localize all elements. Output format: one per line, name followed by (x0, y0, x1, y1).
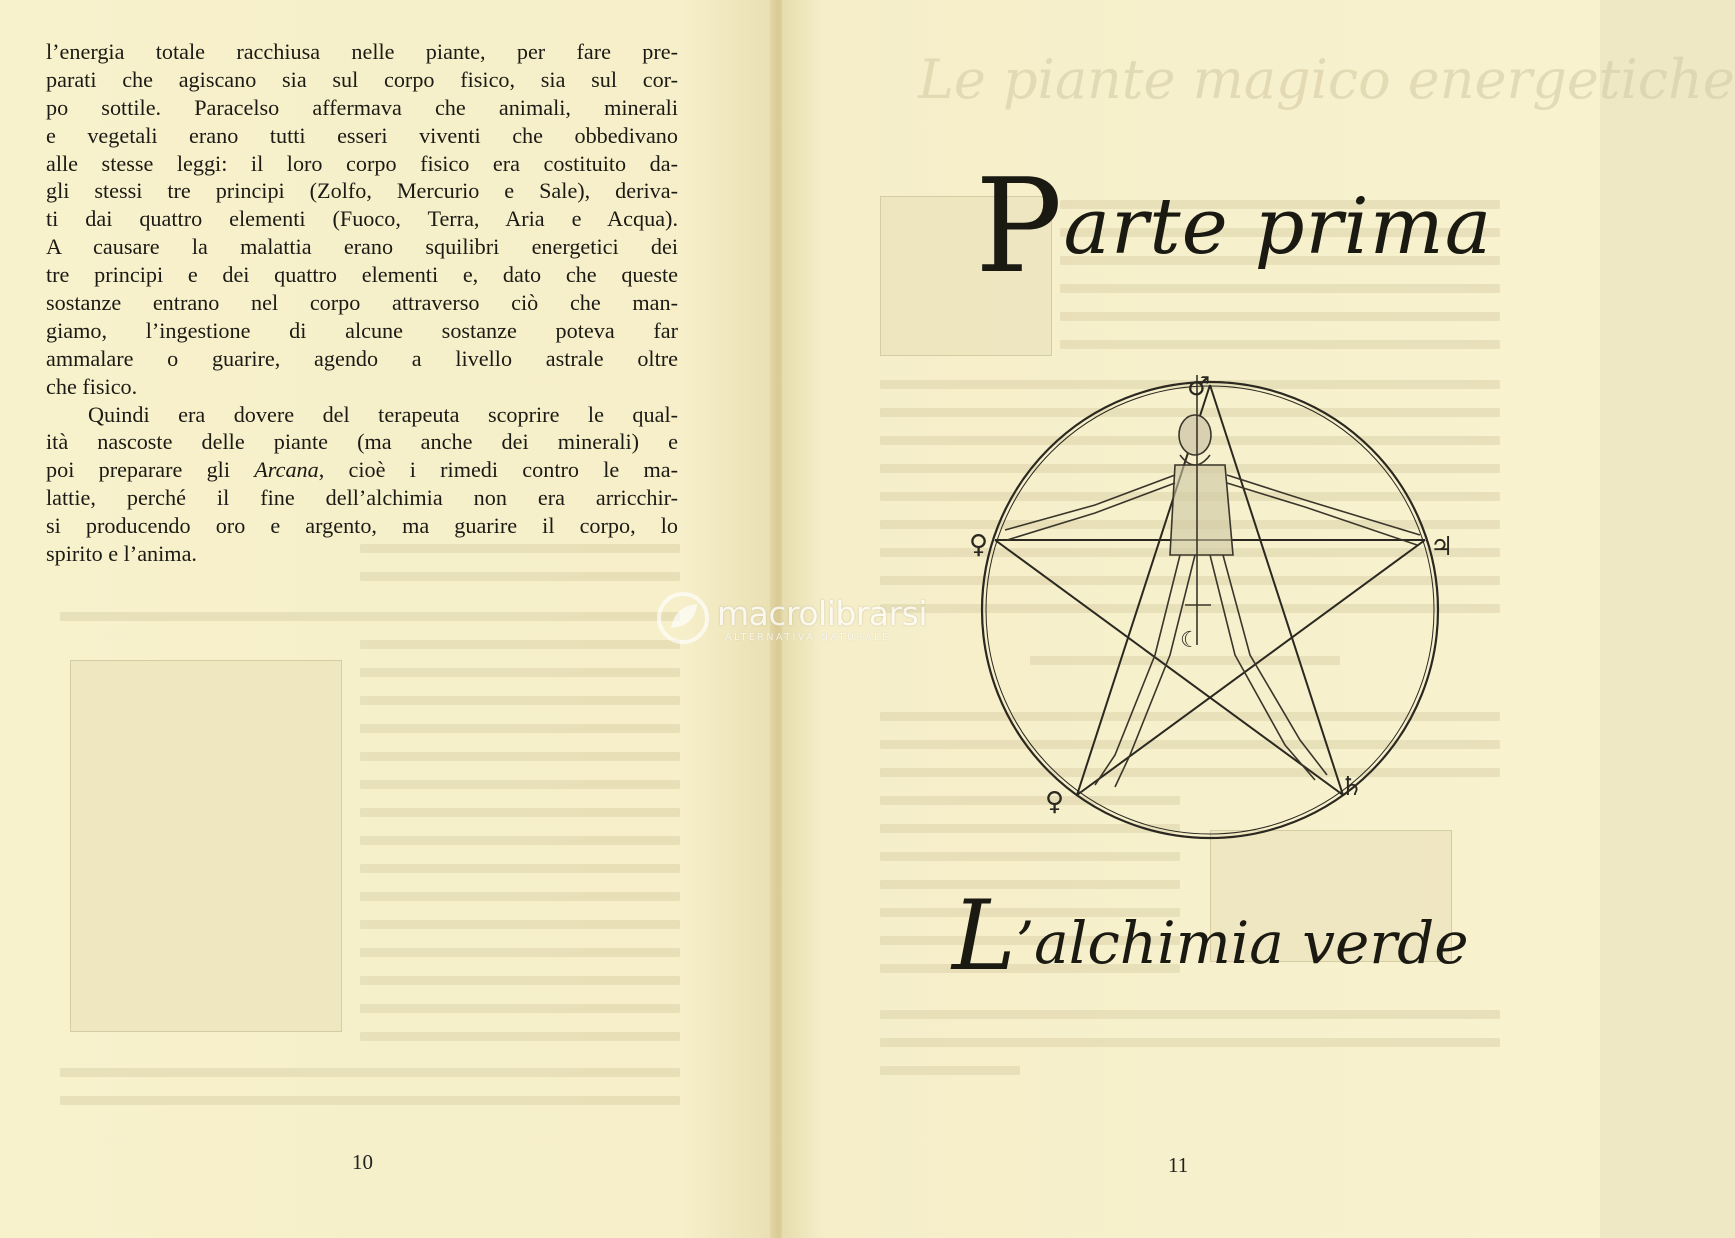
venus-symbol: ♀ (969, 530, 989, 560)
text-line: sostanze entrano nel corpo attraverso ciò che man- (46, 290, 678, 316)
text-line: e vegetali erano tutti esseri viventi che obbedivano (46, 122, 678, 148)
jupiter-symbol: ♃ (1430, 532, 1454, 562)
text-line: lattie, perché il fine dell’alchimia non era arricchir- (46, 485, 678, 511)
pentagram-star (995, 385, 1425, 795)
leaf-logo-icon (655, 590, 711, 646)
text-line: che fisico. (46, 373, 138, 399)
bleed-through-title: Le piante magico energetiche (918, 48, 1735, 111)
paragraph-2 (46, 401, 678, 568)
text-line: l’energia totale racchiusa nelle piante, per fare pre- (46, 39, 678, 64)
text-line: A causare la malattia erano squilibri energetici dei (46, 234, 678, 260)
text-line: ammalare o guarire, agendo a livello astrale oltre (46, 345, 678, 371)
text-line: si producendo oro e argento, ma guarire il corpo, lo (46, 513, 678, 539)
chapter-title-initial: L (952, 880, 1016, 992)
page-number-right: 11 (1168, 1153, 1189, 1177)
page-number-left: 10 (352, 1150, 373, 1174)
chapter-title-rest: ’alchimia verde (1015, 909, 1469, 977)
part-title-initial: P (975, 150, 1064, 302)
saturn-symbol: ♄ (1340, 772, 1364, 802)
watermark-tagline: ALTERNATIVA NATURALE (725, 632, 891, 643)
alchemical-pentagram-emblem (965, 355, 1465, 855)
italic-term: Arcana (254, 457, 319, 483)
text-line: po sottile. Paracelso affermava che animali, minerali (46, 94, 678, 120)
chapter-title (952, 880, 1469, 992)
text-line: gli stessi tre principi (Zolfo, Mercurio e Sale), deriva- (46, 178, 678, 204)
watermark-brand: macrolibrarsi (717, 594, 928, 633)
text-line: alle stesse leggi: il loro corpo fisico era costituito da- (46, 150, 678, 176)
text-line: ità nascoste delle piante (ma anche dei minerali) e (46, 429, 678, 455)
emblem-circle (982, 382, 1438, 838)
text-line: tre principi e dei quattro elementi e, dato che queste (46, 262, 678, 288)
text-line: spirito e l’anima. (46, 541, 197, 567)
mars-symbol: ♂ (1187, 372, 1211, 402)
left-page-body-text (46, 38, 678, 568)
text-line: Quindi era dovere del terapeuta scoprire le qual- (88, 401, 678, 427)
macrolibrarsi-watermark (655, 594, 955, 642)
text-line-with-italic: poi preparare gli Arcana, cioè i rimedi contro le ma- (46, 457, 678, 483)
part-title-rest: arte prima (1063, 182, 1493, 272)
venus-symbol-lower: ♀ (1045, 787, 1065, 817)
text-line: parati che agiscano sia sul corpo fisico, sia sul cor- (46, 66, 678, 92)
moon-symbol: ☾ (1180, 628, 1200, 653)
text-line: giamo, l’ingestione di alcune sostanze poteva far (46, 317, 678, 343)
paragraph-1 (46, 38, 678, 401)
text-line: ti dai quattro elementi (Fuoco, Terra, Aria e Acqua). (46, 206, 678, 232)
part-title (975, 150, 1492, 302)
